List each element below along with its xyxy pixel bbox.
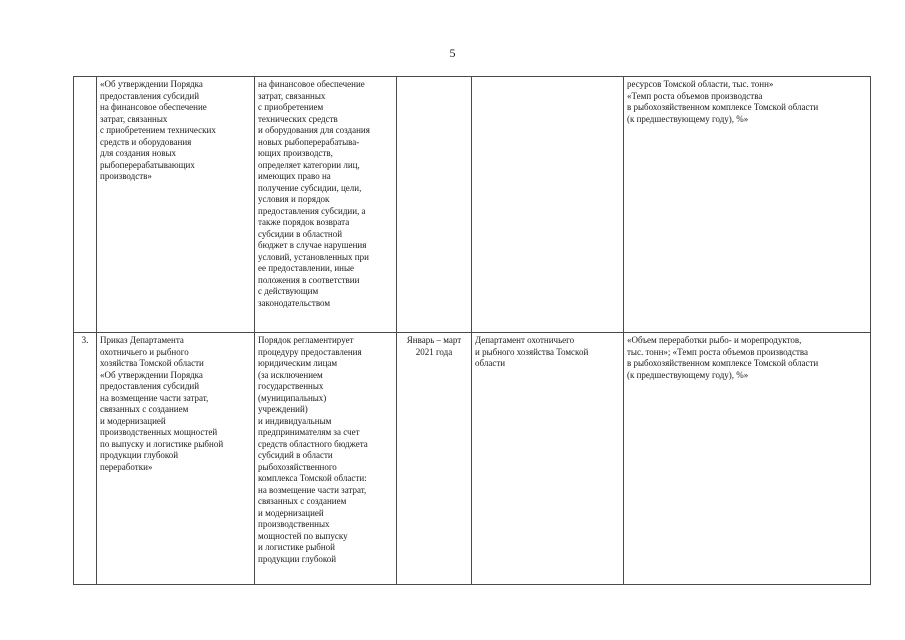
executor-cell: Департамент охотничьего и рыбного хозяйства Томской области (472, 333, 624, 585)
executor-cell (472, 77, 624, 333)
row-number-cell: 3. (74, 333, 97, 585)
description-cell: Порядок регламентирует процедуру предоставления юридическим лицам (за исключением государственных (муниципальных) учреждений) и индивидуальным предпринимателям за счет средств областного бюджета субсидий в области рыбохозяйственного комплекса Томской области: на возмещение части затрат, связанных с созданием и модернизацией производственных мощностей по выпуску и логистике рыбной продукции глубокой (255, 333, 397, 585)
table-row (74, 333, 871, 585)
period-cell (397, 77, 472, 333)
measures-table (73, 76, 871, 585)
indicators-cell: ресурсов Томской области, тыс. тонн» «Темп роста объемов производства в рыбохозяйственном комплексе Томской области (к предшествующему году), %» (624, 77, 871, 333)
description-cell: на финансовое обеспечение затрат, связанных с приобретением технических средств и оборудования для создания новых рыбоперерабатыва- ющих производств, определяет категории лиц, имеющих право на получение субсидии, цели, условия и порядок предоставления субсидии, а также порядок возврата субсидии в областной бюджет в случае нарушения условий, установленных при ее предоставлении, иные положения в соответствии с действующим законодательством (255, 77, 397, 333)
row-number-cell (74, 77, 97, 333)
document-name-cell: «Об утверждении Порядка предоставления субсидий на финансовое обеспечение затрат, связанных с приобретением технических средств и оборудования для создания новых рыбоперерабатывающих производств» (97, 77, 255, 333)
document-name-cell: Приказ Департамента охотничьего и рыбного хозяйства Томской области «Об утверждении Порядка предоставления субсидий на возмещение части затрат, связанных с созданием и модернизацией производственных мощностей по выпуску и логистике рыбной продукции глубокой переработки» (97, 333, 255, 585)
indicators-cell: «Объем переработки рыбо- и морепродуктов, тыс. тонн»; «Темп роста объемов производства в рыбохозяйственном комплексе Томской области (к предшествующему году), %» (624, 333, 871, 585)
table-row (74, 77, 871, 333)
page-number: 5 (449, 46, 456, 60)
period-cell: Январь – март 2021 года (397, 333, 472, 585)
